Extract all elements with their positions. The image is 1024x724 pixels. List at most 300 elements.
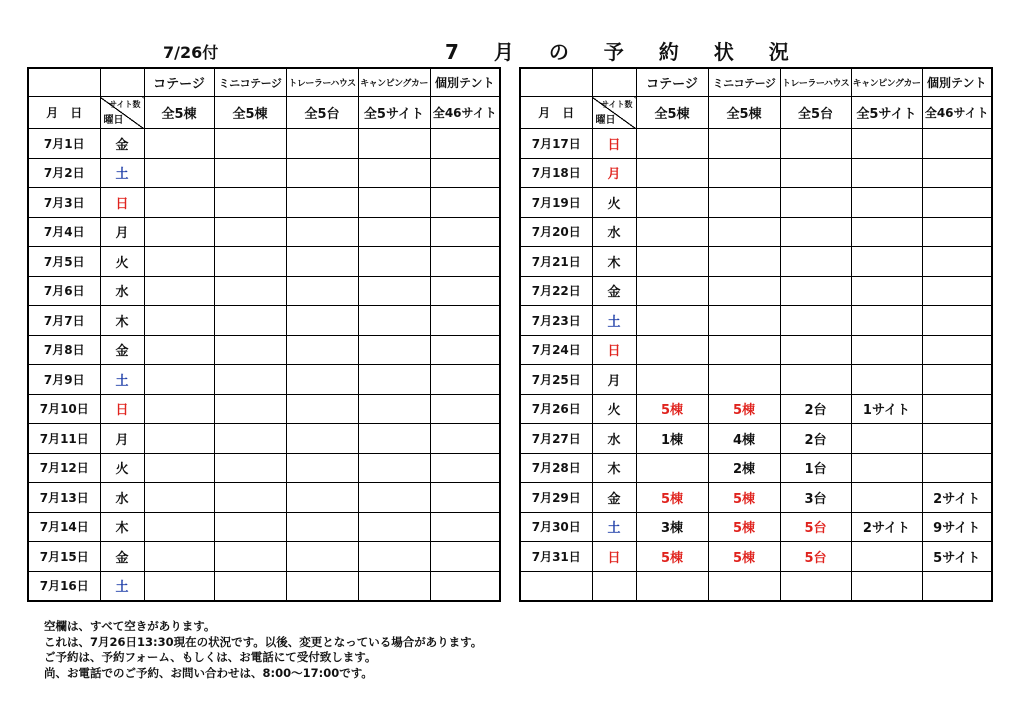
individual-tent-cell: [430, 188, 500, 218]
cottage-cell: [144, 483, 214, 513]
mini-cottage-cell: 5棟: [708, 483, 780, 513]
individual-tent-cell: [430, 424, 500, 454]
weekday-cell: 月: [100, 424, 144, 454]
header-blank: [592, 68, 636, 97]
trailer-house-cell: [286, 306, 358, 336]
table-row: [28, 335, 500, 365]
capacity-mini-cottage: 全5棟: [708, 97, 780, 129]
trailer-house-cell: 5台: [780, 512, 851, 542]
trailer-house-cell: [286, 571, 358, 601]
weekday-cell: 土: [100, 571, 144, 601]
cottage-cell: [144, 306, 214, 336]
mini-cottage-cell: 4棟: [708, 424, 780, 454]
camping-car-cell: [358, 306, 430, 336]
table-row: [28, 512, 500, 542]
trailer-house-cell: [286, 483, 358, 513]
camping-car-cell: [851, 306, 922, 336]
trailer-house-cell: [780, 129, 851, 159]
individual-tent-cell: [430, 158, 500, 188]
weekday-cell: 金: [592, 276, 636, 306]
mini-cottage-cell: [708, 276, 780, 306]
mini-cottage-cell: [708, 188, 780, 218]
camping-car-cell: [358, 512, 430, 542]
header-individual-tent: 個別テント: [430, 68, 500, 97]
camping-car-cell: [358, 365, 430, 395]
notes: [44, 619, 482, 681]
camping-car-cell: [358, 188, 430, 218]
mini-cottage-cell: [214, 453, 286, 483]
weekday-cell: 月: [592, 158, 636, 188]
camping-car-cell: [851, 276, 922, 306]
note-line: 尚、お電話でのご予約、お問い合わせは、8:00～17:00です。: [44, 665, 373, 680]
table-row: [520, 306, 992, 336]
date-cell: 7月29日: [520, 483, 592, 513]
header-mini-cottage: ミニコテージ: [708, 68, 780, 97]
camping-car-cell: [358, 483, 430, 513]
individual-tent-cell: [922, 188, 992, 218]
individual-tent-cell: [922, 365, 992, 395]
cottage-cell: [636, 365, 708, 395]
header-camping-car: キャンピングカー: [851, 68, 922, 97]
cottage-cell: [636, 158, 708, 188]
header-trailer-house: トレーラーハウス: [286, 68, 358, 97]
header-cottage: コテージ: [144, 68, 214, 97]
trailer-house-cell: [286, 129, 358, 159]
mini-cottage-cell: 5棟: [708, 394, 780, 424]
weekday-cell: 火: [100, 453, 144, 483]
cottage-cell: [636, 306, 708, 336]
date-cell: 7月25日: [520, 365, 592, 395]
table-body-right: [520, 68, 992, 601]
weekday-cell: [592, 571, 636, 601]
cottage-cell: [636, 129, 708, 159]
date-cell: 7月6日: [28, 276, 100, 306]
date-cell: 7月4日: [28, 217, 100, 247]
table-row: [520, 158, 992, 188]
header-blank: [100, 68, 144, 97]
trailer-house-cell: [286, 188, 358, 218]
header-row-capacity: [28, 97, 500, 129]
date-cell: 7月2日: [28, 158, 100, 188]
cottage-cell: [144, 394, 214, 424]
cottage-cell: [144, 453, 214, 483]
mini-cottage-cell: [214, 542, 286, 572]
header-date: 月 日: [520, 97, 592, 129]
trailer-house-cell: [780, 335, 851, 365]
header-trailer-house: トレーラーハウス: [780, 68, 851, 97]
capacity-trailer-house: 全5台: [286, 97, 358, 129]
cottage-cell: [144, 571, 214, 601]
capacity-cottage: 全5棟: [144, 97, 214, 129]
date-cell: 7月30日: [520, 512, 592, 542]
weekday-cell: 日: [592, 542, 636, 572]
weekday-cell: 木: [100, 306, 144, 336]
camping-car-cell: [358, 129, 430, 159]
individual-tent-cell: [922, 335, 992, 365]
cottage-cell: [636, 571, 708, 601]
cottage-cell: [144, 542, 214, 572]
individual-tent-cell: [430, 129, 500, 159]
trailer-house-cell: [780, 158, 851, 188]
trailer-house-cell: 2台: [780, 424, 851, 454]
weekday-cell: 木: [100, 512, 144, 542]
header-date: 月 日: [28, 97, 100, 129]
individual-tent-cell: 9サイト: [922, 512, 992, 542]
table-body-left: [28, 68, 500, 601]
camping-car-cell: 2サイト: [851, 512, 922, 542]
mini-cottage-cell: [214, 394, 286, 424]
mini-cottage-cell: [708, 158, 780, 188]
mini-cottage-cell: [214, 217, 286, 247]
table-row: [28, 247, 500, 277]
table-row: [520, 247, 992, 277]
capacity-individual-tent: 全46サイト: [922, 97, 992, 129]
table-row: [520, 365, 992, 395]
cottage-cell: 3棟: [636, 512, 708, 542]
camping-car-cell: [851, 424, 922, 454]
page-title: 7 月 の 予 約 状 況: [445, 40, 803, 64]
date-cell: 7月1日: [28, 129, 100, 159]
cottage-cell: [636, 247, 708, 277]
table-row: [520, 483, 992, 513]
table-row: [28, 276, 500, 306]
date-cell: 7月15日: [28, 542, 100, 572]
camping-car-cell: [851, 335, 922, 365]
table-row: [28, 188, 500, 218]
mini-cottage-cell: 2棟: [708, 453, 780, 483]
camping-car-cell: [358, 158, 430, 188]
individual-tent-cell: [922, 306, 992, 336]
individual-tent-cell: [430, 335, 500, 365]
capacity-mini-cottage: 全5棟: [214, 97, 286, 129]
mini-cottage-cell: [708, 571, 780, 601]
trailer-house-cell: [286, 365, 358, 395]
table-row: [28, 424, 500, 454]
table-row: [28, 158, 500, 188]
mini-cottage-cell: [214, 129, 286, 159]
date-cell: 7月22日: [520, 276, 592, 306]
individual-tent-cell: [430, 247, 500, 277]
date-cell: 7月13日: [28, 483, 100, 513]
weekday-cell: 月: [100, 217, 144, 247]
header-row-capacity: [520, 97, 992, 129]
date-cell: 7月23日: [520, 306, 592, 336]
weekday-cell: 金: [100, 542, 144, 572]
weekday-cell: 火: [100, 247, 144, 277]
date-cell: 7月16日: [28, 571, 100, 601]
camping-car-cell: [851, 158, 922, 188]
date-cell: 7月31日: [520, 542, 592, 572]
individual-tent-cell: [430, 542, 500, 572]
weekday-cell: 水: [100, 276, 144, 306]
camping-car-cell: [358, 247, 430, 277]
mini-cottage-cell: [214, 571, 286, 601]
mini-cottage-cell: 5棟: [708, 542, 780, 572]
trailer-house-cell: [286, 453, 358, 483]
cottage-cell: [144, 365, 214, 395]
individual-tent-cell: [430, 217, 500, 247]
table-row: [520, 542, 992, 572]
trailer-house-cell: 2台: [780, 394, 851, 424]
individual-tent-cell: [430, 365, 500, 395]
weekday-cell: 月: [592, 365, 636, 395]
cottage-cell: [144, 276, 214, 306]
table-row: [520, 188, 992, 218]
camping-car-cell: [851, 542, 922, 572]
camping-car-cell: [358, 453, 430, 483]
table-row: [28, 365, 500, 395]
trailer-house-cell: [780, 276, 851, 306]
table-row: [520, 129, 992, 159]
date-cell: 7月3日: [28, 188, 100, 218]
weekday-cell: 火: [592, 188, 636, 218]
camping-car-cell: [851, 247, 922, 277]
trailer-house-cell: [286, 247, 358, 277]
weekday-cell: 土: [592, 512, 636, 542]
date-cell: 7月26日: [520, 394, 592, 424]
individual-tent-cell: [922, 571, 992, 601]
date-cell: 7月11日: [28, 424, 100, 454]
weekday-cell: 日: [100, 188, 144, 218]
mini-cottage-cell: [214, 424, 286, 454]
trailer-house-cell: [286, 512, 358, 542]
header-camping-car: キャンピングカー: [358, 68, 430, 97]
mini-cottage-cell: [214, 512, 286, 542]
camping-car-cell: [358, 424, 430, 454]
trailer-house-cell: [286, 276, 358, 306]
date-cell: 7月9日: [28, 365, 100, 395]
individual-tent-cell: 5サイト: [922, 542, 992, 572]
cottage-cell: [636, 188, 708, 218]
camping-car-cell: [358, 394, 430, 424]
individual-tent-cell: [430, 512, 500, 542]
cottage-cell: [144, 335, 214, 365]
camping-car-cell: [851, 571, 922, 601]
date-cell: 7月20日: [520, 217, 592, 247]
header-weekday-site-count: [100, 97, 144, 129]
individual-tent-cell: [430, 483, 500, 513]
weekday-label: 曜日: [595, 115, 616, 126]
weekday-cell: 金: [592, 483, 636, 513]
table-row: [520, 571, 992, 601]
cottage-cell: [144, 512, 214, 542]
mini-cottage-cell: [708, 129, 780, 159]
date-label: 7/26付: [163, 43, 219, 62]
trailer-house-cell: [780, 217, 851, 247]
individual-tent-cell: [430, 306, 500, 336]
date-cell: 7月19日: [520, 188, 592, 218]
individual-tent-cell: [922, 276, 992, 306]
capacity-trailer-house: 全5台: [780, 97, 851, 129]
trailer-house-cell: [286, 542, 358, 572]
table-row: [520, 276, 992, 306]
weekday-cell: 金: [100, 335, 144, 365]
mini-cottage-cell: [214, 365, 286, 395]
camping-car-cell: [851, 453, 922, 483]
camping-car-cell: [358, 542, 430, 572]
table-row: [520, 453, 992, 483]
table-row: [28, 483, 500, 513]
table-row: [520, 335, 992, 365]
camping-car-cell: [358, 217, 430, 247]
individual-tent-cell: [922, 217, 992, 247]
date-cell: 7月14日: [28, 512, 100, 542]
cottage-cell: 5棟: [636, 542, 708, 572]
mini-cottage-cell: [708, 306, 780, 336]
weekday-cell: 水: [592, 424, 636, 454]
table-row: [28, 306, 500, 336]
individual-tent-cell: 2サイト: [922, 483, 992, 513]
cottage-cell: [636, 217, 708, 247]
weekday-cell: 木: [592, 453, 636, 483]
cottage-cell: [636, 335, 708, 365]
mini-cottage-cell: [708, 247, 780, 277]
camping-car-cell: 1サイト: [851, 394, 922, 424]
trailer-house-cell: [286, 424, 358, 454]
cottage-cell: [636, 453, 708, 483]
weekday-cell: 日: [592, 335, 636, 365]
mini-cottage-cell: 5棟: [708, 512, 780, 542]
trailer-house-cell: [780, 571, 851, 601]
cottage-cell: [144, 188, 214, 218]
date-cell: 7月21日: [520, 247, 592, 277]
date-cell: 7月28日: [520, 453, 592, 483]
camping-car-cell: [851, 188, 922, 218]
header-weekday-site-count: [592, 97, 636, 129]
cottage-cell: [144, 158, 214, 188]
trailer-house-cell: 1台: [780, 453, 851, 483]
table-row: [28, 394, 500, 424]
trailer-house-cell: [286, 335, 358, 365]
weekday-cell: 金: [100, 129, 144, 159]
trailer-house-cell: 5台: [780, 542, 851, 572]
weekday-cell: 土: [100, 365, 144, 395]
date-cell: 7月24日: [520, 335, 592, 365]
weekday-cell: 水: [100, 483, 144, 513]
camping-car-cell: [851, 365, 922, 395]
table-row: [28, 129, 500, 159]
camping-car-cell: [358, 276, 430, 306]
cottage-cell: [636, 276, 708, 306]
date-cell: 7月5日: [28, 247, 100, 277]
individual-tent-cell: [922, 453, 992, 483]
mini-cottage-cell: [708, 335, 780, 365]
header-row-categories: [520, 68, 992, 97]
camping-car-cell: [851, 129, 922, 159]
header-mini-cottage: ミニコテージ: [214, 68, 286, 97]
table-row: [520, 512, 992, 542]
mini-cottage-cell: [708, 217, 780, 247]
date-cell: 7月8日: [28, 335, 100, 365]
weekday-cell: 日: [592, 129, 636, 159]
date-cell: [520, 571, 592, 601]
mini-cottage-cell: [214, 276, 286, 306]
cottage-cell: [144, 247, 214, 277]
header-row-categories: [28, 68, 500, 97]
date-cell: 7月17日: [520, 129, 592, 159]
individual-tent-cell: [922, 129, 992, 159]
table-row: [28, 571, 500, 601]
header-blank: [28, 68, 100, 97]
table-row: [28, 542, 500, 572]
individual-tent-cell: [430, 453, 500, 483]
camping-car-cell: [358, 335, 430, 365]
site-count-label: サイト数: [601, 100, 633, 109]
note-line: 空欄は、すべて空きがあります。: [44, 619, 216, 633]
individual-tent-cell: [430, 394, 500, 424]
individual-tent-cell: [430, 571, 500, 601]
camping-car-cell: [358, 571, 430, 601]
table-row: [520, 424, 992, 454]
date-cell: 7月27日: [520, 424, 592, 454]
trailer-house-cell: [780, 188, 851, 218]
mini-cottage-cell: [708, 365, 780, 395]
date-cell: 7月18日: [520, 158, 592, 188]
table-row: [520, 217, 992, 247]
trailer-house-cell: [780, 247, 851, 277]
header-cottage: コテージ: [636, 68, 708, 97]
trailer-house-cell: [780, 365, 851, 395]
weekday-cell: 木: [592, 247, 636, 277]
weekday-cell: 日: [100, 394, 144, 424]
date-cell: 7月10日: [28, 394, 100, 424]
mini-cottage-cell: [214, 247, 286, 277]
mini-cottage-cell: [214, 306, 286, 336]
camping-car-cell: [851, 483, 922, 513]
weekday-cell: 土: [100, 158, 144, 188]
table-row: [520, 394, 992, 424]
weekday-cell: 水: [592, 217, 636, 247]
cottage-cell: [144, 424, 214, 454]
weekday-cell: 火: [592, 394, 636, 424]
cottage-cell: 5棟: [636, 483, 708, 513]
cottage-cell: 1棟: [636, 424, 708, 454]
mini-cottage-cell: [214, 335, 286, 365]
camping-car-cell: [851, 217, 922, 247]
reservation-table-left: [27, 67, 501, 602]
individual-tent-cell: [430, 276, 500, 306]
individual-tent-cell: [922, 158, 992, 188]
date-cell: 7月12日: [28, 453, 100, 483]
individual-tent-cell: [922, 394, 992, 424]
cottage-cell: [144, 129, 214, 159]
header-blank: [520, 68, 592, 97]
mini-cottage-cell: [214, 483, 286, 513]
note-line: これは、7月26日13:30現在の状況です。以後、変更となっている場合があります。: [44, 634, 483, 649]
trailer-house-cell: [286, 394, 358, 424]
mini-cottage-cell: [214, 158, 286, 188]
header-individual-tent: 個別テント: [922, 68, 992, 97]
weekday-cell: 土: [592, 306, 636, 336]
cottage-cell: [144, 217, 214, 247]
table-row: [28, 217, 500, 247]
table-row: [28, 453, 500, 483]
trailer-house-cell: 3台: [780, 483, 851, 513]
cottage-cell: 5棟: [636, 394, 708, 424]
mini-cottage-cell: [214, 188, 286, 218]
trailer-house-cell: [286, 217, 358, 247]
capacity-camping-car: 全5サイト: [851, 97, 922, 129]
capacity-camping-car: 全5サイト: [358, 97, 430, 129]
reservation-table-right: [519, 67, 993, 602]
capacity-cottage: 全5棟: [636, 97, 708, 129]
trailer-house-cell: [780, 306, 851, 336]
individual-tent-cell: [922, 247, 992, 277]
trailer-house-cell: [286, 158, 358, 188]
individual-tent-cell: [922, 424, 992, 454]
note-line: ご予約は、予約フォーム、もしくは、お電話にて受付致します。: [44, 650, 377, 664]
weekday-label: 曜日: [103, 115, 124, 126]
